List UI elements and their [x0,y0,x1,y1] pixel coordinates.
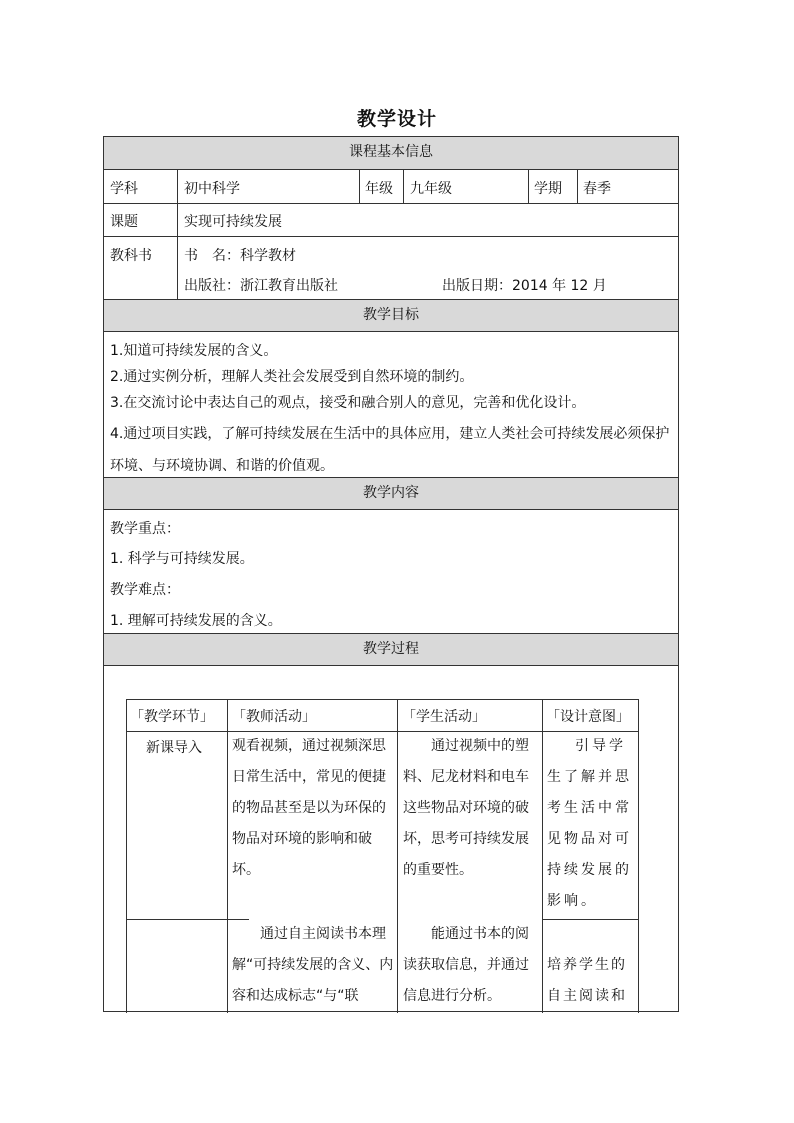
subject-label: 学科 [110,181,138,197]
key-point-item: 1. 科学与可持续发展。 [110,551,254,567]
design-intent-cell: 培养学生的自主阅读和 [547,957,627,1004]
student-activity-cell: 能通过书本的阅读获取信息，并通过信息进行分析。 [403,926,529,1004]
content-header: 教学内容 [104,477,678,510]
col-header-stage: 「教学环节」 [130,709,214,725]
difficult-points-label: 教学难点： [110,582,180,598]
student-activity-cell: 通过视频中的塑料、尼龙材料和电车这些物品对环境的破坏，思考可持续发展的重要性。 [403,738,529,878]
term-label: 学期 [534,181,562,197]
process-header: 教学过程 [104,633,678,666]
goal-item: 4.通过项目实践，了解可持续发展在生活中的具体应用，建立人类社会可持续发展必须保护 [110,426,670,442]
goal-item: 环境、与环境协调、和谐的价值观。 [110,458,334,474]
goal-item: 3.在交流讨论中表达自己的观点，接受和融合别人的意见，完善和优化设计。 [110,395,586,411]
design-intent-cell: 引导学生了解并思考生活中常见物品对可持续发展的影响。 [547,738,632,909]
publish-date: 出版日期：2014 年 12 月 [442,278,607,294]
publisher: 出版社：浙江教育出版社 [184,278,338,294]
col-header-intent: 「设计意图」 [546,709,630,725]
topic-value: 实现可持续发展 [184,214,282,230]
book-name: 书 名：科学教材 [184,248,296,264]
term-value: 春季 [583,181,611,197]
basic-info-header: 课程基本信息 [104,137,678,170]
goal-item: 1.知道可持续发展的含义。 [110,343,278,359]
key-points-label: 教学重点： [110,521,180,537]
topic-label: 课题 [110,214,138,230]
grade-label: 年级 [365,181,393,197]
col-header-teacher: 「教师活动」 [232,709,316,725]
teacher-activity-cell: 观看视频，通过视频深思日常生活中，常见的便捷的物品甚至是以为环保的物品对环境的影响和破坏。 [232,738,386,878]
page-title: 教学设计 [356,108,437,130]
process-table [126,699,639,1013]
stage-cell: 新课导入 [146,740,202,756]
goal-item: 2.通过实例分析，理解人类社会发展受到自然环境的制约。 [110,369,474,385]
goals-header: 教学目标 [104,299,678,332]
textbook-label: 教科书 [110,248,152,264]
grade-value: 九年级 [410,181,452,197]
difficult-point-item: 1. 理解可持续发展的含义。 [110,613,282,629]
teacher-activity-cell: 通过自主阅读书本理解“可持续发展的含义、内容和达成标志“与“联 [232,926,394,1004]
lesson-plan-table [103,136,679,1012]
subject-value: 初中科学 [184,181,240,197]
col-header-student: 「学生活动」 [402,709,486,725]
